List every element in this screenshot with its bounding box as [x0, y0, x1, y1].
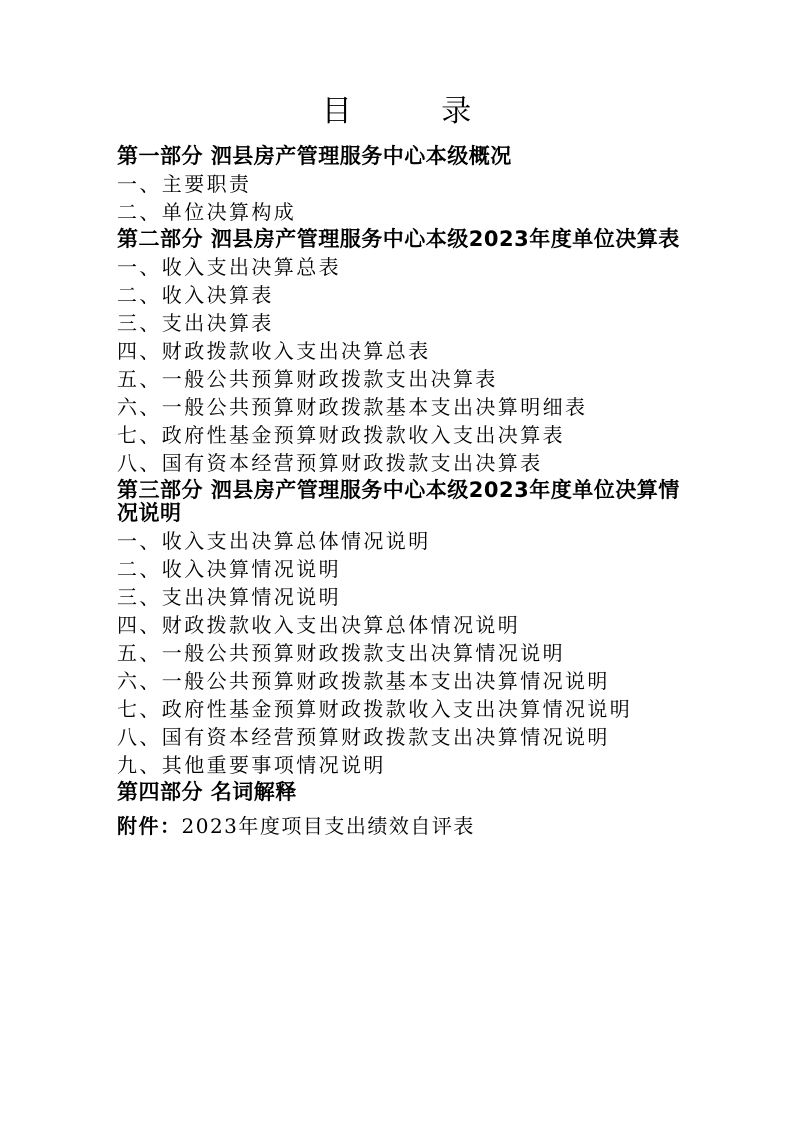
- toc-item: 三、支出决算表: [117, 311, 274, 335]
- toc-item: 八、国有资本经营预算财政拨款支出决算情况说明: [117, 725, 610, 749]
- toc-item: 二、收入决算表: [117, 283, 274, 307]
- toc-item: 五、一般公共预算财政拨款支出决算情况说明: [117, 641, 565, 665]
- toc-attachment: [117, 812, 697, 840]
- toc-item: 二、单位决算构成: [117, 200, 297, 224]
- toc-item: 三、支出决算情况说明: [117, 585, 341, 609]
- toc-item: 七、政府性基金预算财政拨款收入支出决算情况说明: [117, 697, 633, 721]
- toc-item: 一、收入支出决算总表: [117, 255, 341, 279]
- toc-item: 六、一般公共预算财政拨款基本支出决算情况说明: [117, 669, 610, 693]
- table-of-contents: [117, 143, 697, 840]
- toc-item: 九、其他重要事项情况说明: [117, 753, 386, 777]
- toc-part-2-heading: 第二部分 泗县房产管理服务中心本级2023年度单位决算表: [117, 227, 680, 251]
- toc-item: 七、政府性基金预算财政拨款收入支出决算表: [117, 423, 565, 447]
- toc-part-4-heading: 第四部分 名词解释: [117, 780, 297, 804]
- attachment-label: 附件：: [117, 814, 182, 838]
- toc-item: 五、一般公共预算财政拨款支出决算表: [117, 367, 498, 391]
- toc-item: 八、国有资本经营预算财政拨款支出决算表: [117, 451, 543, 475]
- toc-item: 四、财政拨款收入支出决算总表: [117, 339, 431, 363]
- toc-part-3-heading: 第三部分 泗县房产管理服务中心本级2023年度单位决算情况说明: [117, 478, 680, 525]
- toc-part-1-heading: 第一部分 泗县房产管理服务中心本级概况: [117, 144, 512, 168]
- toc-item: 四、财政拨款收入支出决算总体情况说明: [117, 613, 521, 637]
- toc-item: 一、主要职责: [117, 172, 252, 196]
- toc-item: 六、一般公共预算财政拨款基本支出决算明细表: [117, 395, 588, 419]
- toc-item: 一、收入支出决算总体情况说明: [117, 529, 431, 553]
- page-title: 目 录: [321, 94, 512, 129]
- toc-item: 二、收入决算情况说明: [117, 557, 341, 581]
- attachment-text: 2023年度项目支出绩效自评表: [181, 814, 475, 838]
